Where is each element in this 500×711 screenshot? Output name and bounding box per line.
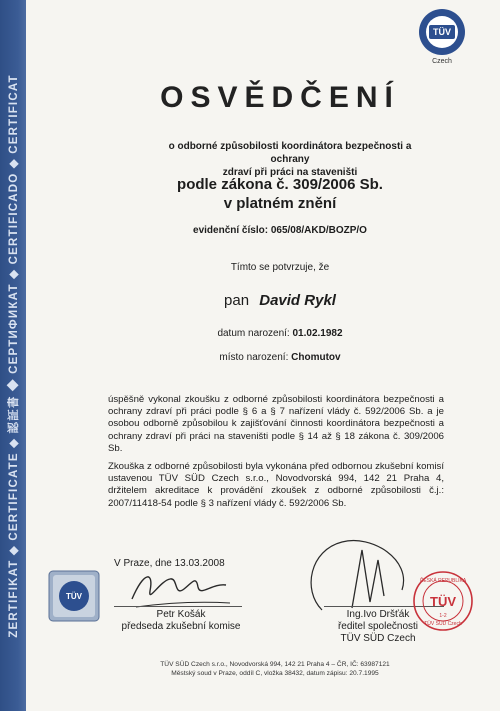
hologram-seal-icon [48,570,100,622]
footer-line-2: Městský soud v Praze, oddíl C, vložka 38432, datum zápisu: 20.7.1995 [171,670,379,677]
tuv-logo-icon [418,8,466,56]
svg-text:TÜV: TÜV [430,594,456,609]
signature-line-left [114,606,242,607]
law-line-2: v platném znění [223,195,337,212]
certificate-subtitle [150,140,430,179]
birth-place-value: Chomutov [291,352,341,363]
qualification-paragraph: úspěšně vykonal zkoušku z odborné způsobilosti koordinátora bezpečnosti a ochrany zdraví při práci podle § 6 a § 7 nařízení vlády č. 592/2006 Sb. a je osobou odborně způsobilou k zajišťování činnosti koordinátora bezpečnosti a ochrany zdraví při práci na staveništi podle § 14 až § 18 zákona č. 309/2006 Sb. [108,394,444,454]
subtitle-line-2: zdraví při práci na staveništi [222,167,358,178]
confirmation-text: Tímto se potvrzuje, že [230,262,330,273]
company-footer [110,660,440,678]
holder-name: David Rykl [259,292,336,309]
svg-text:TÜV SÜD Czech: TÜV SÜD Czech [424,621,462,627]
issue-date: V Praze, dne 13.03.2008 [114,558,225,569]
signatory-right-role-2: TÜV SÜD Czech [340,633,416,644]
signatory-left [96,609,266,633]
law-reference [140,175,420,213]
birth-date-value: 01.02.1982 [292,328,343,339]
birth-date-label: datum narození: [217,328,290,339]
law-line-1: podle zákona č. 309/2006 Sb. [177,176,383,193]
logo-country: Czech [432,58,452,65]
birth-date [140,328,420,339]
holder-name-line [140,292,420,309]
certificate-title: OSVĚDČENÍ [160,81,400,114]
side-band-text: ZERTIFIKAT ◆ CERTIFICATE ◆ 認証書 ◆ СЕРТИФИКАТ ◆ CERTIFICADO ◆ CERTIFICAT [8,74,20,638]
certificate-side-band [0,0,26,711]
svg-text:TÜV: TÜV [66,592,82,601]
birth-place-label: místo narození: [219,352,289,363]
examination-paragraph: Zkouška z odborné způsobilosti byla vykonána před odbornou zkušební komisí ustavenou TÜV SÜD Czech s.r.o., Novodvorská 994, 142 21 Praha 4, držitelem akreditace k provádění zkoušek z odborné způsobilosti č.j.: 2007/11418-54 podle § 3 nařízení vlády č. 592/2006 Sb. [108,461,444,509]
footer-line-1: TÜV SÜD Czech s.r.o., Novodvorská 994, 142 21 Praha 4 – ČR, IČ: 63987121 [160,661,390,668]
evidence-number: evidenční číslo: 065/08/AKD/BOZP/O [193,225,367,236]
svg-text:TÜV: TÜV [433,27,451,37]
company-stamp-icon [412,570,474,632]
signatory-right-role-1: ředitel společnosti [337,621,419,632]
signatory-left-name: Petr Košák [156,609,206,620]
holder-prefix: pan [224,292,250,309]
birth-place [140,352,420,363]
subtitle-line-1: o odborné způsobilosti koordinátora bezpečnosti a ochrany [168,141,412,165]
svg-text:ČESKÁ REPUBLIKA: ČESKÁ REPUBLIKA [419,578,467,584]
signatory-right-name: Ing.Ivo Dršťák [346,609,410,620]
svg-text:1-2: 1-2 [439,613,447,619]
signatory-left-role: předseda zkušební komise [121,621,241,632]
